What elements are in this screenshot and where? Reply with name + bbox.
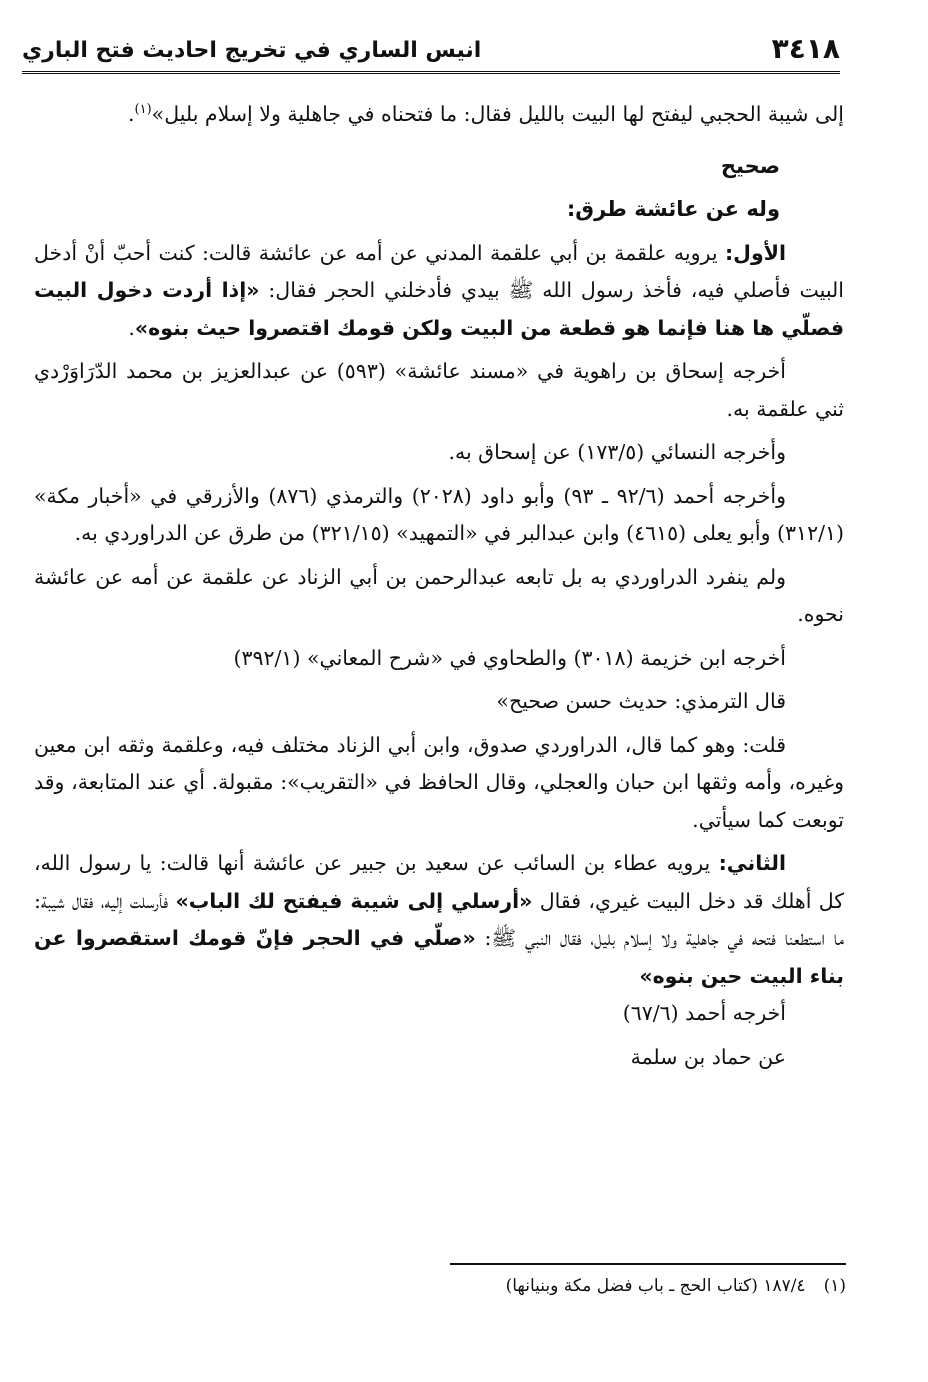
footnote-reference[interactable]: (١) [134,102,152,118]
paragraph-continuation: إلى شيبة الحجبي ليفتح لها البيت بالليل فقال: ما فتحناه في جاهلية ولا إسلام بليل»$^{(١)}$. [128,102,844,126]
footnote-separator [450,1263,846,1265]
paragraph-ishaq: أخرجه إسحاق بن راهوية في «مسند عائشة» (٥٩٣) عن عبدالعزيز بن محمد الدّرَاوَرْدي ثني علقمة به. [34,359,844,421]
paragraph-mutaba: ولم ينفرد الدراوردي به بل تابعه عبدالرحمن بن أبي الزناد عن علقمة عن أمه عن عائشة نحوه. [34,564,844,626]
hadith-quote-first: «إذا أردت دخول البيت فصلّي ها هنا فإنما هو قطعة من البيت ولكن قومك اقتصروا حيث بنوه» [34,278,844,340]
heading-sahih: صحيح [720,153,780,178]
footnote [506,1276,846,1296]
hadith-quote-second-a: «أرسلي إلى شيبة فيفتح لك الباب» [175,888,533,913]
body-text [34,96,844,1076]
paragraph-khuzayma: أخرجه ابن خزيمة (٣٠١٨) والطحاوي في «شرح المعاني» (٣٩٢/١) [233,645,786,670]
header-rule [22,71,840,74]
hadith-quote-second-b: «صلّي في الحجر فإنّ قومك استقصروا عن بناء البيت حين بنوه» [34,926,844,988]
paragraph-ahmad-2: أخرجه أحمد (٦٧/٦) [622,1001,786,1025]
paragraph-first-route: الأول: يرويه علقمة بن أبي علقمة المدني عن أمه عن عائشة قالت: كنت أحبّ أنْ أدخل البيت فأصلي فيه، فأخذ رسول الله ﷺ بيدي فأدخلني الحجر فقال: «إذا أردت دخول البيت فصلّي ها هنا فإنما هو قطعة من البيت ولكن قومك اقتصروا حيث بنوه». [34,240,844,340]
paragraph-ahmad: وأخرجه أحمد (٩٢/٦ ـ ٩٣) وأبو داود (٢٠٢٨) والترمذي (٨٧٦) والأزرقي في «أخبار مكة» (٣١٢/١) وأبو يعلى (٤٦١٥) وابن عبدالبر في «التمهيد» (٣٢١/١٥) من طرق عن الدراوردي به. [34,483,844,545]
footnote-number: (١) [823,1276,846,1296]
label-second: الثاني: [718,851,786,875]
paragraph-qultu: قلت: وهو كما قال، الدراوردي صدوق، وابن أبي الزناد مختلف فيه، وعلقمة وثقه ابن معين وغيره، وأمه وثقها ابن حبان والعجلي، وقال الحافظ في «التقريب»: مقبولة. أي عند المتابعة، وقد توبعت كما سيأتي. [34,732,844,832]
page-header [22,28,840,74]
footnote-text: ١٨٧/٤ (كتاب الحج ـ باب فضل مكة وبنيانها) [505,1276,806,1296]
book-title: انيس الساري في تخريج احاديث فتح الباري [22,38,482,63]
paragraph-second-route: الثاني: يرويه عطاء بن السائب عن سعيد بن جبير عن عائشة أنها قالت: يا رسول الله، كل أهلك قد دخل البيت غيري، فقال «أرسلي إلى شيبة فيفتح لك الباب» فأرسلت إليه، فقال شيبة: ما استطعنا فتحه في جاهلية ولا إسلام بليل، فقال النبي ﷺ: «صلّي في الحجر فإنّ قومك استقصروا عن بناء البيت حين بنوه» [34,851,845,988]
paragraph-nasai: وأخرجه النسائي (١٧٣/٥) عن إسحاق به. [448,440,786,464]
label-first: الأول: [724,240,786,265]
page-number: ٣٤١٨ [771,32,840,65]
paragraph-hammad: عن حماد بن سلمة [630,1044,786,1069]
paragraph-tirmidhi: قال الترمذي: حديث حسن صحيح» [496,689,786,713]
heading-turuq: وله عن عائشة طرق: [566,197,780,221]
